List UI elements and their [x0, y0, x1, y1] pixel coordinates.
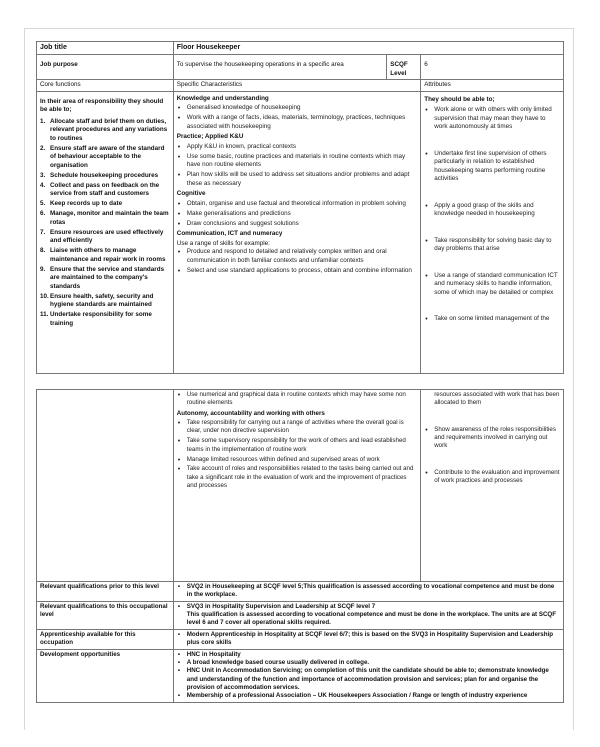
list-item: • Manage limited resources within defined and supervised areas of work	[187, 456, 417, 464]
job-title-value: Floor Housekeeper	[173, 42, 563, 55]
core-function-text: Ensure resources are used effectively and efficiently	[50, 228, 164, 244]
relevant-prior-label: Relevant qualifications prior to this level	[37, 582, 174, 602]
list-item: ▪ HNC Unit in Accommodation Servicing; on completion of this unit the candidate should be able to; demonstrate knowledge and understanding of the function and importance of accommodation provision and services; plan for and organise the provision of accommodation services.	[187, 667, 560, 692]
apprenticeship-value	[173, 629, 563, 649]
list-item: • Contribute to the evaluation and improvement of work practices and processes	[434, 469, 560, 486]
core-function-number: 11.	[40, 311, 49, 318]
continued-spec-cell	[173, 390, 420, 582]
headers-row	[37, 80, 564, 92]
core-function-text: Keep records up to date	[50, 200, 123, 207]
attributes-continuation: resources associated with work that has been allocated to them	[434, 391, 560, 407]
core-function-text: Liaise with others to manage maintenance and repair work in rooms	[50, 247, 166, 263]
list-item: • Use numerical and graphical data in routine contexts which may have some non routine elements	[187, 391, 417, 408]
continued-attributes-cell	[421, 390, 564, 582]
cognitive-list	[177, 200, 417, 229]
list-item: • Produce and respond to detailed and relatively complex written and oral communication in both familiar contexts and unfamiliar contexts	[187, 248, 417, 265]
core-function-text: Ensure health, safety, security and hygiene standards are maintained	[50, 292, 154, 308]
core-function-item	[40, 210, 170, 227]
job-purpose-label: Job purpose	[37, 55, 174, 80]
core-function-item	[40, 292, 170, 310]
list-item: • Use some basic, routine practices and materials in routine contexts which may have non routine elements	[187, 153, 417, 170]
development-value	[173, 649, 563, 702]
core-function-text: Allocate staff and brief them on duties, relevant procedures and any variations to routines	[50, 117, 168, 142]
next-page-fragment	[39, 733, 559, 747]
core-function-number: 7.	[40, 228, 46, 236]
core-function-number: 4.	[40, 181, 46, 189]
core-function-item	[40, 117, 170, 144]
attributes-intro: They should be able to;	[424, 95, 495, 103]
core-function-item	[40, 171, 170, 181]
continued-content-row	[37, 390, 564, 582]
apprenticeship-item: ▪ Modern Apprenticeship in Hospitality at SCQF level 6/7; this is based on the SVQ3 in Hospitality Supervision and Leadership plus core skills	[187, 631, 560, 648]
development-row	[37, 649, 564, 702]
autonomy-list	[177, 419, 417, 490]
cognitive-section-title: Cognitive	[176, 190, 206, 197]
list-item: • Use a range of standard communication ICT and numeracy skills to handle information, some of which may be detailed or complex	[434, 272, 560, 298]
core-function-number: 1.	[40, 117, 46, 125]
list-item: • Show awareness of the roles responsibilities and requirements involved in carrying out work	[434, 426, 560, 451]
core-function-number: 3.	[40, 171, 46, 179]
core-intro: In their area of responsibility they should be able to;	[40, 97, 164, 113]
relevant-prior-row	[37, 582, 564, 602]
practice-list	[177, 143, 417, 189]
list-item: • Work with a range of facts, ideas, materials, terminology, practices, techniques associated with housekeeping	[187, 114, 417, 131]
core-functions-list	[40, 118, 170, 329]
specific-characteristics-header: Specific Characteristics	[173, 80, 420, 92]
attributes-list	[424, 106, 560, 324]
core-function-number: 9.	[40, 265, 46, 273]
core-function-item	[40, 265, 170, 292]
communication-intro: Use a range of skills for example:	[176, 239, 270, 247]
list-item: ▪ HNC in Hospitality	[187, 651, 560, 659]
communication-list	[177, 248, 417, 275]
list-item: • Take account of roles and responsibilities related to the tasks being carried out and take a significant role in the evaluation of work and the improvement of practices and processes	[187, 465, 417, 490]
scqf-level-label: SCQF Level	[387, 55, 421, 80]
practice-section-title: Practice; Applied K&U	[176, 133, 244, 140]
list-item: • Apply K&U in known, practical contexts	[187, 143, 417, 152]
core-function-text: Ensure that the service and standards are maintained to the company's standards	[50, 265, 165, 290]
knowledge-section-title: Knowledge and understanding	[176, 94, 269, 102]
list-item: • Apply a good grasp of the skills and knowledge needed in housekeeping	[434, 202, 560, 219]
core-function-item	[40, 144, 170, 171]
continued-core-cell	[37, 390, 174, 582]
numeracy-list	[177, 391, 417, 408]
apprenticeship-row	[37, 629, 564, 649]
relevant-occupational-item: ▪ SVQ3 in Hospitality Supervision and Leadership at SCQF level 7	[187, 603, 560, 611]
relevant-occupational-label: Relevant qualifications to this occupational level	[37, 601, 174, 629]
continued-table	[36, 389, 564, 703]
list-item: • Make generalisations and predictions	[187, 210, 417, 219]
job-purpose-row	[37, 55, 564, 80]
core-functions-header: Core functions	[37, 80, 174, 92]
core-function-text: Manage, monitor and maintain the team rotas	[50, 210, 169, 226]
content-row	[37, 91, 564, 373]
core-function-text: Ensure staff are aware of the standard of behaviour acceptable to the organisation	[50, 144, 165, 169]
scqf-level-value: 6	[421, 55, 564, 80]
core-function-text: Collect and pass on feedback on the service from staff and customers	[50, 181, 160, 197]
list-item: • Obtain, organise and use factual and theoretical information in problem solving	[187, 200, 417, 209]
relevant-prior-item: ▪ SVQ2 in Housekeeping at SCQF level 5;This qualification is assessed according to vocational competence and must be done in the workplace.	[187, 583, 560, 600]
list-item: ▪ Membership of a professional Association – UK Housekeepers Association / Range or length of industry experience	[187, 692, 560, 700]
list-item: • Take on some limited management of the	[434, 315, 560, 324]
list-item: • Draw conclusions and suggest solutions	[187, 220, 417, 229]
list-item: • Take some supervisory responsibility for the work of others and lead established teams in the implementation of routine work	[187, 437, 417, 454]
core-function-item	[40, 200, 170, 209]
core-function-number: 2.	[40, 144, 46, 152]
job-purpose-value: To supervise the housekeeping operations in a specific area	[173, 55, 387, 80]
autonomy-section-title: Autonomy, accountability and working with others	[176, 409, 325, 417]
knowledge-list	[177, 104, 417, 131]
document-page	[24, 28, 574, 730]
relevant-occupational-row	[37, 601, 564, 629]
list-item: ▪ A broad knowledge based course usually delivered in college.	[187, 659, 560, 667]
job-title-label: Job title	[37, 42, 174, 55]
core-function-item	[40, 228, 170, 246]
apprenticeship-label: Apprenticeship available for this occupation	[37, 629, 174, 649]
core-function-number: 5.	[40, 200, 46, 207]
specific-characteristics-cell	[173, 91, 420, 373]
core-function-item	[40, 181, 170, 199]
attributes-list-2	[424, 426, 560, 486]
core-function-text: Undertake responsibility for some training	[50, 311, 152, 327]
core-function-number: 10.	[40, 292, 49, 300]
core-function-number: 8.	[40, 247, 46, 254]
list-item: • Work alone or with others with only limited supervision that may mean they have to work autonomously at times	[434, 106, 560, 132]
core-function-item	[40, 247, 170, 264]
job-profile-table	[36, 41, 564, 374]
development-label: Development opportunities	[37, 649, 174, 702]
attributes-cell	[421, 91, 564, 373]
development-list	[177, 651, 560, 701]
relevant-occupational-detail: This qualification is assessed according to vocational competence and must be done in the workplace. The units are at SCQF level 6 and 7 cover all operational skills required.	[186, 611, 557, 627]
job-title-row	[37, 42, 564, 55]
list-item: • Generalised knowledge of housekeeping	[187, 104, 417, 113]
list-item: • Take responsibility for carrying out a range of activities where the overall goal is clear, under non directive supervision	[187, 419, 417, 436]
list-item: • Take responsibility for solving basic day to day problems that arise	[434, 237, 560, 254]
list-item: • Undertake first line supervision of others particularly in relation to established housekeeping teams performing routine activities	[434, 150, 560, 184]
core-function-text: Schedule housekeeping procedures	[50, 171, 159, 179]
relevant-prior-value	[173, 582, 563, 602]
core-function-number: 6.	[40, 210, 46, 217]
attributes-header: Attributes	[421, 80, 564, 92]
core-function-item	[40, 311, 170, 328]
core-functions-cell	[37, 91, 174, 373]
communication-section-title: Communication, ICT and numeracy	[176, 230, 283, 237]
relevant-occupational-value	[173, 601, 563, 629]
list-item: • Plan how skills will be used to address set situations and/or problems and adapt these as necessary	[187, 171, 417, 188]
list-item: • Select and use standard applications to process, obtain and combine information	[187, 267, 417, 276]
